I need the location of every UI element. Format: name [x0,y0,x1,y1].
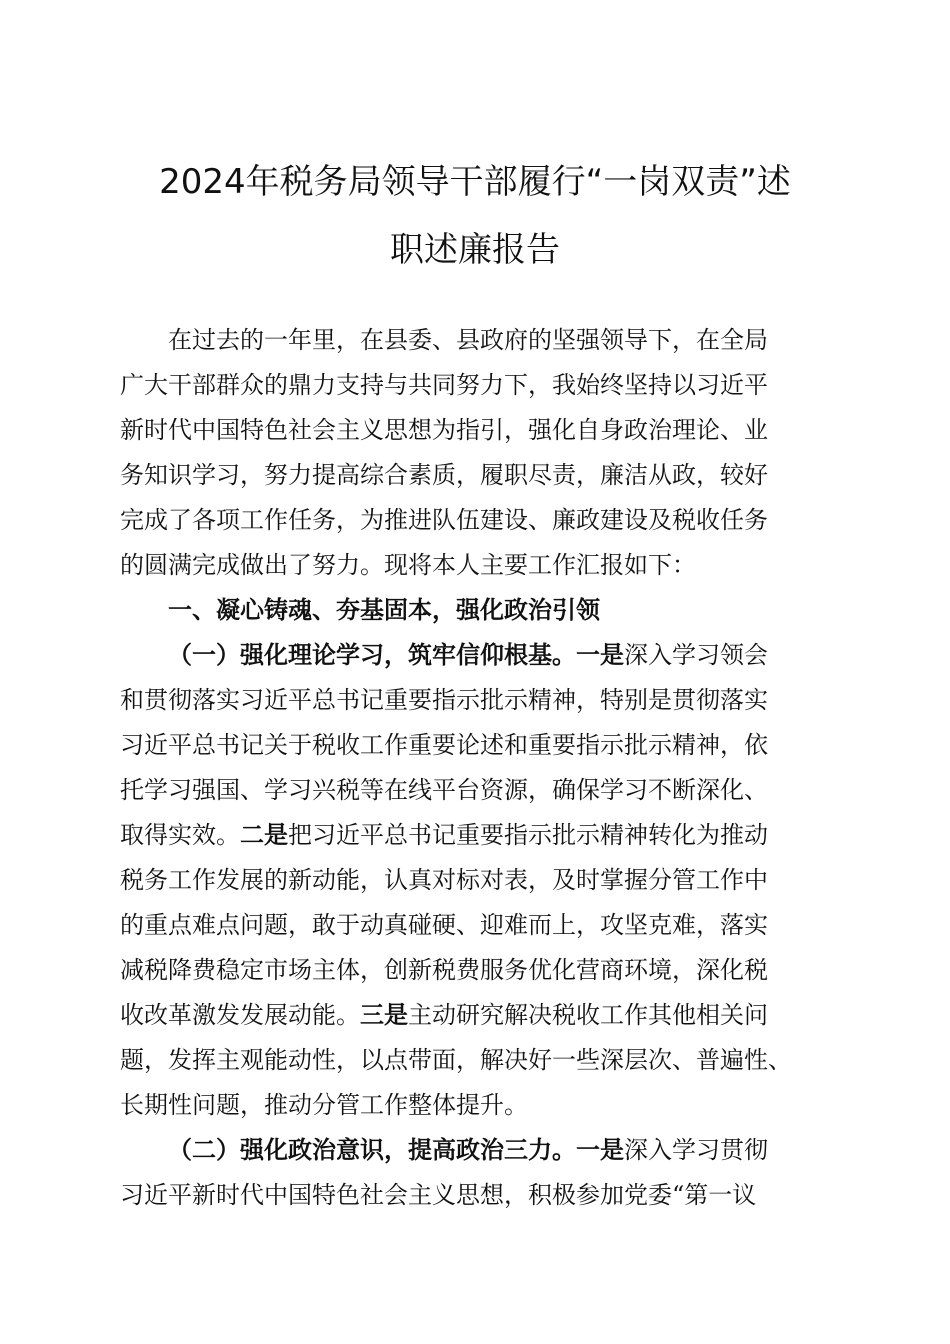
sub-1-line-6: 税务工作发展的新动能，认真对标对表，及时掌握分管工作中 [120,866,768,894]
sub-1-line-2: 和贯彻落实习近平总书记重要指示批示精神，特别是贯彻落实 [120,686,768,714]
sub-1-line-11: 长期性问题，推动分管工作整体提升。 [120,1091,528,1119]
sub-1-third-rest: 主动研究解决税收工作其他相关问 [408,1001,768,1029]
document-title-line-1: 2024年税务局领导干部履行“一岗双责”述 [159,162,791,202]
sub-1-second-rest: 把习近平总书记重要指示批示精神转化为推动 [288,821,768,849]
sub-1-first-rest: 深入学习领会 [624,641,768,669]
sub-1-line-9 [120,998,840,1032]
sub-1-second-pre: 取得实效。 [120,821,240,849]
section-1-heading: 一、凝心铸魂、夯基固本，强化政治引领 [168,596,600,624]
sub-1-marker-3: 三是 [360,1001,408,1029]
sub-1-line-10: 题，发挥主观能动性，以点带面，解决好一些深层次、普遍性、 [120,1046,792,1074]
sub-1-line-7: 的重点难点问题，敢于动真碰硬、迎难而上，攻坚克难，落实 [120,911,768,939]
intro-line-6: 的圆满完成做出了努力。现将本人主要工作汇报如下： [120,551,696,579]
sub-2-marker-1: 一是 [576,1136,624,1164]
sub-2-first-rest: 深入学习贯彻 [624,1136,768,1164]
intro-line-2: 广大干部群众的鼎力支持与共同努力下，我始终坚持以习近平 [120,371,768,399]
intro-line-4: 务知识学习，努力提高综合素质，履职尽责，廉洁从政，较好 [120,461,768,489]
sub-1-marker-2: 二是 [240,821,288,849]
sub-1-line-8: 减税降费稳定市场主体，创新税费服务优化营商环境，深化税 [120,956,768,984]
intro-line-3: 新时代中国特色社会主义思想为指引，强化自身政治理论、业 [120,416,768,444]
sub-1-first-line [168,638,888,672]
sub-1-third-pre: 收改革激发发展动能。 [120,1001,360,1029]
intro-line-5: 完成了各项工作任务，为推进队伍建设、廉政建设及税收任务 [120,506,768,534]
sub-1-line-4: 托学习强国、学习兴税等在线平台资源，确保学习不断深化、 [120,776,768,804]
sub-1-line-3: 习近平总书记关于税收工作重要论述和重要指示批示精神，依 [120,731,768,759]
sub-1-heading: （一）强化理论学习，筑牢信仰根基。 [168,641,576,669]
sub-2-first-line [168,1133,888,1167]
document-title-line-2: 职述廉报告 [390,230,560,270]
sub-1-line-5 [120,818,840,852]
sub-2-heading: （二）强化政治意识，提高政治三力。 [168,1136,576,1164]
intro-line-1: 在过去的一年里，在县委、县政府的坚强领导下，在全局 [168,326,768,354]
sub-2-line-2: 习近平新时代中国特色社会主义思想，积极参加党委“第一议 [120,1181,757,1209]
sub-1-marker-1: 一是 [576,641,624,669]
